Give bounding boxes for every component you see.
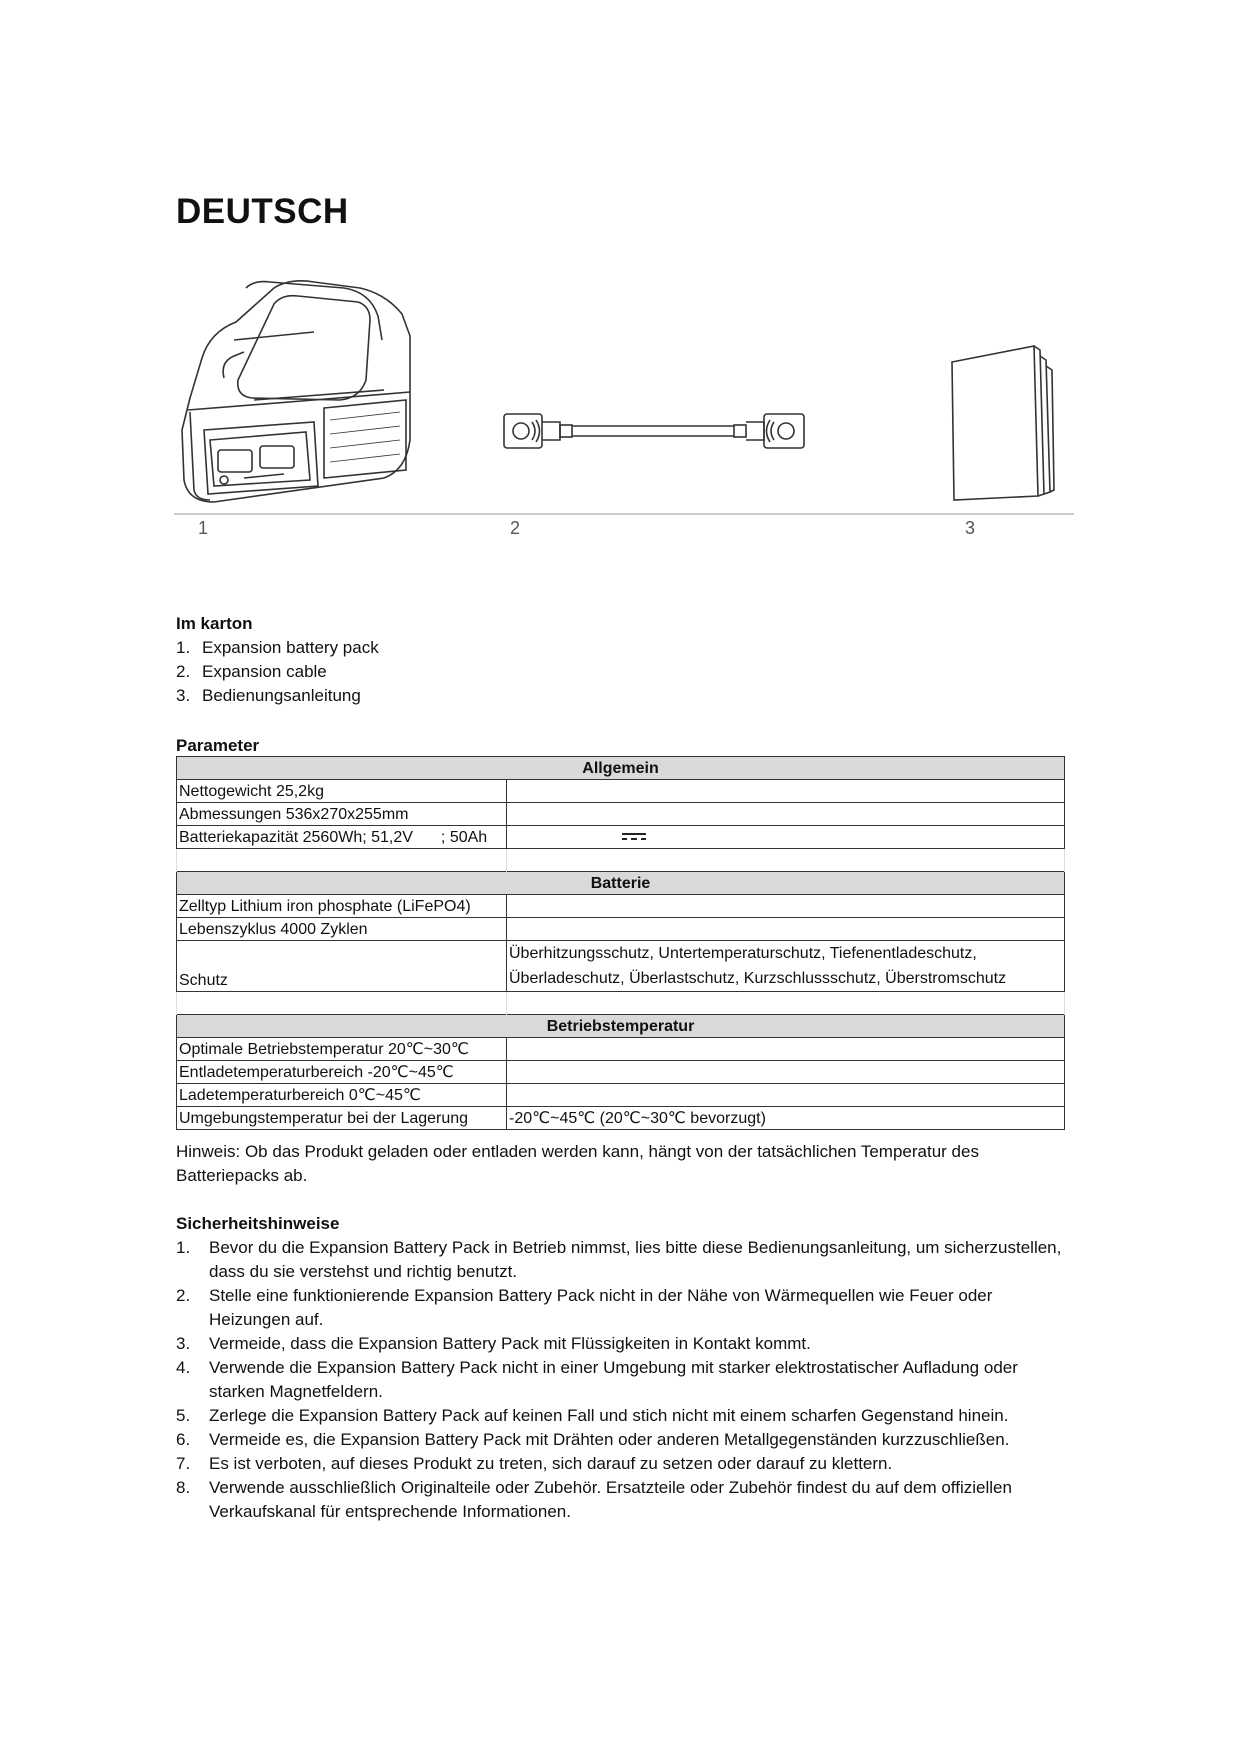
table-row: Ladetemperaturbereich 0℃~45℃: [177, 1084, 1065, 1107]
parameter-table: [176, 756, 1065, 1130]
table-row: Nettogewicht 25,2kg: [177, 780, 1065, 803]
list-item: 8. Verwende ausschließlich Originalteile oder Zubehör. Ersatzteile oder Zubehör findest du auf dem offiziellen Verkaufskanal für entsprechende Informationen.: [176, 1478, 1012, 1521]
list-item: 3. Bedienungsanleitung: [176, 686, 361, 705]
safety-list: [176, 1236, 1076, 1524]
table-header-temperature: Betriebstemperatur: [177, 1015, 1065, 1038]
table-row: Batteriekapazität 2560Wh; 51,2V ; 50Ah: [177, 826, 1065, 849]
figure-label-2: 2: [510, 518, 521, 538]
expansion-cable-icon: [504, 414, 804, 448]
dc-symbol-icon: [621, 828, 647, 848]
table-header-general: Allgemein: [177, 757, 1065, 780]
table-header-battery: Batterie: [177, 872, 1065, 895]
table-row: Lebenszyklus 4000 Zyklen: [177, 918, 1065, 941]
list-item: 2. Expansion cable: [176, 662, 327, 681]
list-item: 1. Expansion battery pack: [176, 638, 379, 657]
page-title: DEUTSCH: [176, 192, 349, 231]
figure-label-1: 1: [198, 518, 209, 538]
list-item: 4. Verwende die Expansion Battery Pack nicht in einer Umgebung mit starker elektrostatischer Aufladung oder starken Magnetfeldern.: [176, 1358, 1018, 1401]
table-row: Umgebungstemperatur bei der Lagerung -20℃~45℃ (20℃~30℃ bevorzugt): [177, 1107, 1065, 1130]
in-box-section: [176, 612, 379, 708]
in-box-list: [176, 636, 379, 708]
list-item: 2. Stelle eine funktionierende Expansion Battery Pack nicht in der Nähe von Wärmequellen wie Feuer oder Heizungen auf.: [176, 1286, 993, 1329]
figure-label-3: 3: [965, 518, 976, 538]
list-item: 3. Vermeide, dass die Expansion Battery Pack mit Flüssigkeiten in Kontakt kommt.: [176, 1334, 811, 1353]
note-text: Hinweis: Ob das Produkt geladen oder entladen werden kann, hängt von der tatsächlichen Temperatur des Batteriepacks ab.: [176, 1142, 979, 1185]
illustrations-svg: [174, 280, 1074, 530]
parameter-heading: Parameter: [176, 736, 260, 755]
table-row: Entladetemperaturbereich -20℃~45℃: [177, 1061, 1065, 1084]
battery-pack-icon: [182, 281, 410, 502]
list-item: 7. Es ist verboten, auf dieses Produkt zu treten, sich darauf zu setzen oder darauf zu klettern.: [176, 1454, 893, 1473]
safety-section: [176, 1212, 1076, 1524]
list-item: 1. Bevor du die Expansion Battery Pack in Betrieb nimmst, lies bitte diese Bedienungsanleitung, um sicherzustellen, dass du sie verstehst und richtig benutzt.: [176, 1238, 1062, 1281]
table-row: Zelltyp Lithium iron phosphate (LiFePO4): [177, 895, 1065, 918]
manual-booklet-icon: [952, 346, 1054, 500]
list-item: 5. Zerlege die Expansion Battery Pack auf keinen Fall und stich nicht mit einem scharfen Gegenstand hinein.: [176, 1406, 1009, 1425]
table-row: Schutz Überhitzungsschutz, Untertemperaturschutz, Tiefenentladeschutz, Überladeschutz, Überlastschutz, Kurzschlussschutz, Überstromschutz: [177, 941, 1065, 992]
product-illustrations: [174, 280, 1074, 550]
table-row: Abmessungen 536x270x255mm: [177, 803, 1065, 826]
list-item: 6. Vermeide es, die Expansion Battery Pack mit Drähten oder anderen Metallgegenständen kurzzuschließen.: [176, 1430, 1010, 1449]
table-row: Optimale Betriebstemperatur 20℃~30℃: [177, 1038, 1065, 1061]
safety-heading: Sicherheitshinweise: [176, 1214, 340, 1233]
in-box-heading: Im karton: [176, 614, 253, 633]
